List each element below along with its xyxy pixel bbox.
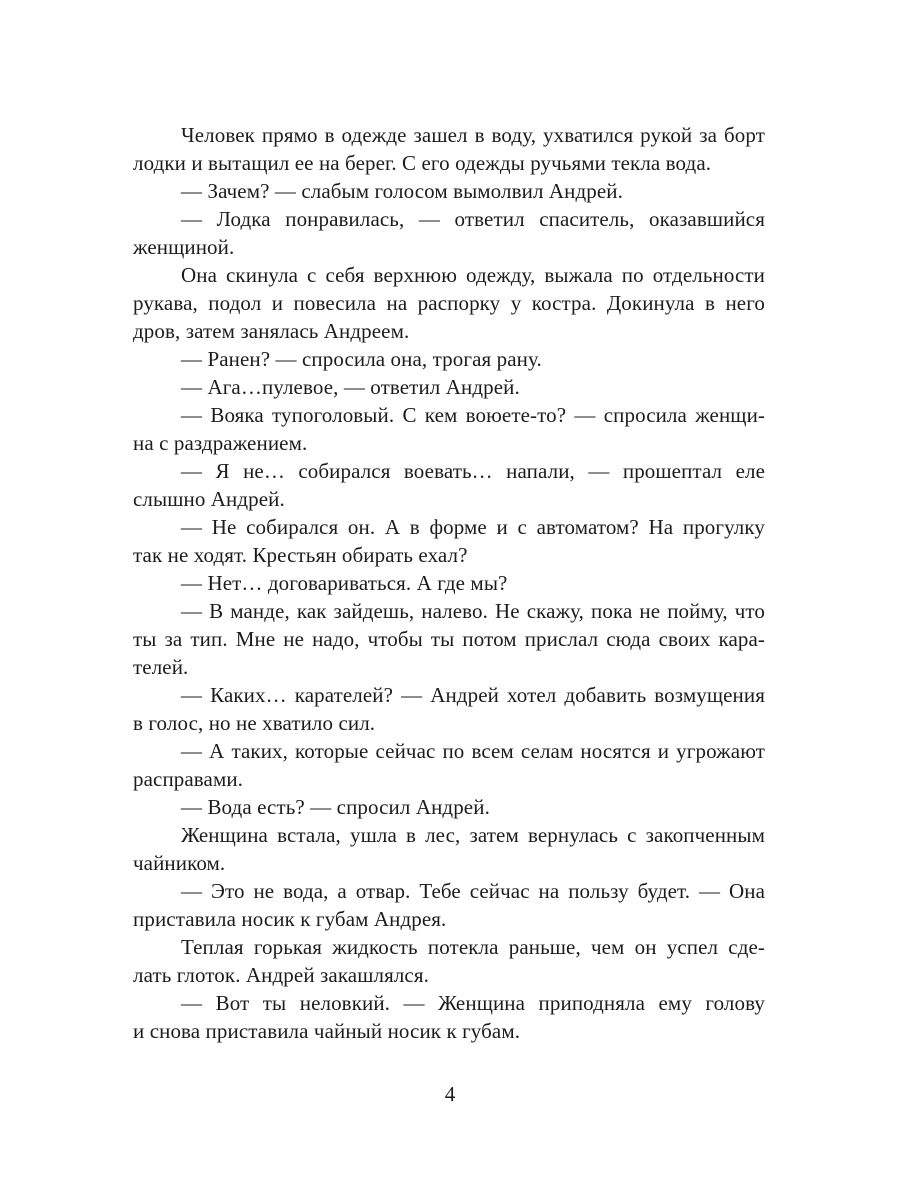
paragraph (133, 513, 765, 569)
text-line: телей. (133, 655, 189, 679)
text-line: так не ходят. Крестьян обирать ехал? (133, 543, 468, 567)
paragraph (133, 877, 765, 933)
text-line: Женщина встала, ушла в лес, затем вернулась с закопченным (181, 823, 765, 847)
paragraph (133, 401, 765, 457)
text-line: — Вода есть? — спросил Андрей. (181, 795, 490, 819)
text-line: лать глоток. Андрей закашлялся. (133, 963, 429, 987)
page-text (133, 121, 765, 1045)
text-line: чайником. (133, 851, 226, 875)
text-line: в голос, но не хватило сил. (133, 711, 376, 735)
text-line: — Я не… собирался воевать… напали, — прошептал еле (181, 459, 765, 483)
paragraph (133, 821, 765, 877)
text-line: — Вояка тупоголовый. С кем воюете-то? — спросила женщи- (181, 403, 765, 427)
text-line: — Вот ты неловкий. — Женщина приподняла ему голову (181, 991, 765, 1015)
text-line: — А таких, которые сейчас по всем селам носятся и угрожают (181, 739, 765, 763)
text-line: — Лодка понравилась, — ответил спаситель, оказавшийся (181, 207, 765, 231)
text-line: рукава, подол и повесила на распорку у костра. Докинула в него (133, 291, 765, 315)
text-line: приставила носик к губам Андрея. (133, 907, 447, 931)
text-line: на с раздражением. (133, 431, 308, 455)
text-line: и снова приставила чайный носик к губам. (133, 1019, 521, 1043)
paragraph (133, 261, 765, 345)
paragraph (133, 681, 765, 737)
text-line: женщиной. (133, 235, 235, 259)
paragraph (133, 177, 765, 205)
text-line: слышно Андрей. (133, 487, 285, 511)
paragraph (133, 121, 765, 177)
text-line: Человек прямо в одежде зашел в воду, ухватился рукой за борт (181, 123, 765, 147)
page-number: 4 (444, 1082, 456, 1106)
paragraph (133, 933, 765, 989)
paragraph (133, 737, 765, 793)
text-line: — Нет… договариваться. А где мы? (181, 571, 508, 595)
text-line: — Это не вода, а отвар. Тебе сейчас на пользу будет. — Она (181, 879, 765, 903)
text-line: — Ранен? — спросила она, трогая рану. (181, 347, 542, 371)
text-line: — В манде, как зайдешь, налево. Не скажу, пока не пойму, что (181, 599, 765, 623)
text-line: расправами. (133, 767, 244, 791)
paragraph (133, 569, 765, 597)
paragraph (133, 373, 765, 401)
text-line: ты за тип. Мне не надо, чтобы ты потом прислал сюда своих кара- (133, 627, 765, 651)
text-line: Теплая горькая жидкость потекла раньше, чем он успел сде- (181, 935, 765, 959)
paragraph (133, 205, 765, 261)
text-line: лодки и вытащил ее на берег. С его одежды ручьями текла вода. (133, 151, 712, 175)
text-line: — Зачем? — слабым голосом вымолвил Андрей. (181, 179, 623, 203)
text-line: Она скинула с себя верхнюю одежду, выжала по отдельности (181, 263, 765, 287)
paragraph (133, 989, 765, 1045)
paragraph (133, 345, 765, 373)
text-line: — Не собирался он. А в форме и с автоматом? На прогулку (181, 515, 765, 539)
text-line: дров, затем занялась Андреем. (133, 319, 410, 343)
text-line: — Каких… карателей? — Андрей хотел добавить возмущения (181, 683, 765, 707)
paragraph (133, 457, 765, 513)
paragraph (133, 793, 765, 821)
text-line: — Ага…пулевое, — ответил Андрей. (181, 375, 520, 399)
paragraph (133, 597, 765, 681)
